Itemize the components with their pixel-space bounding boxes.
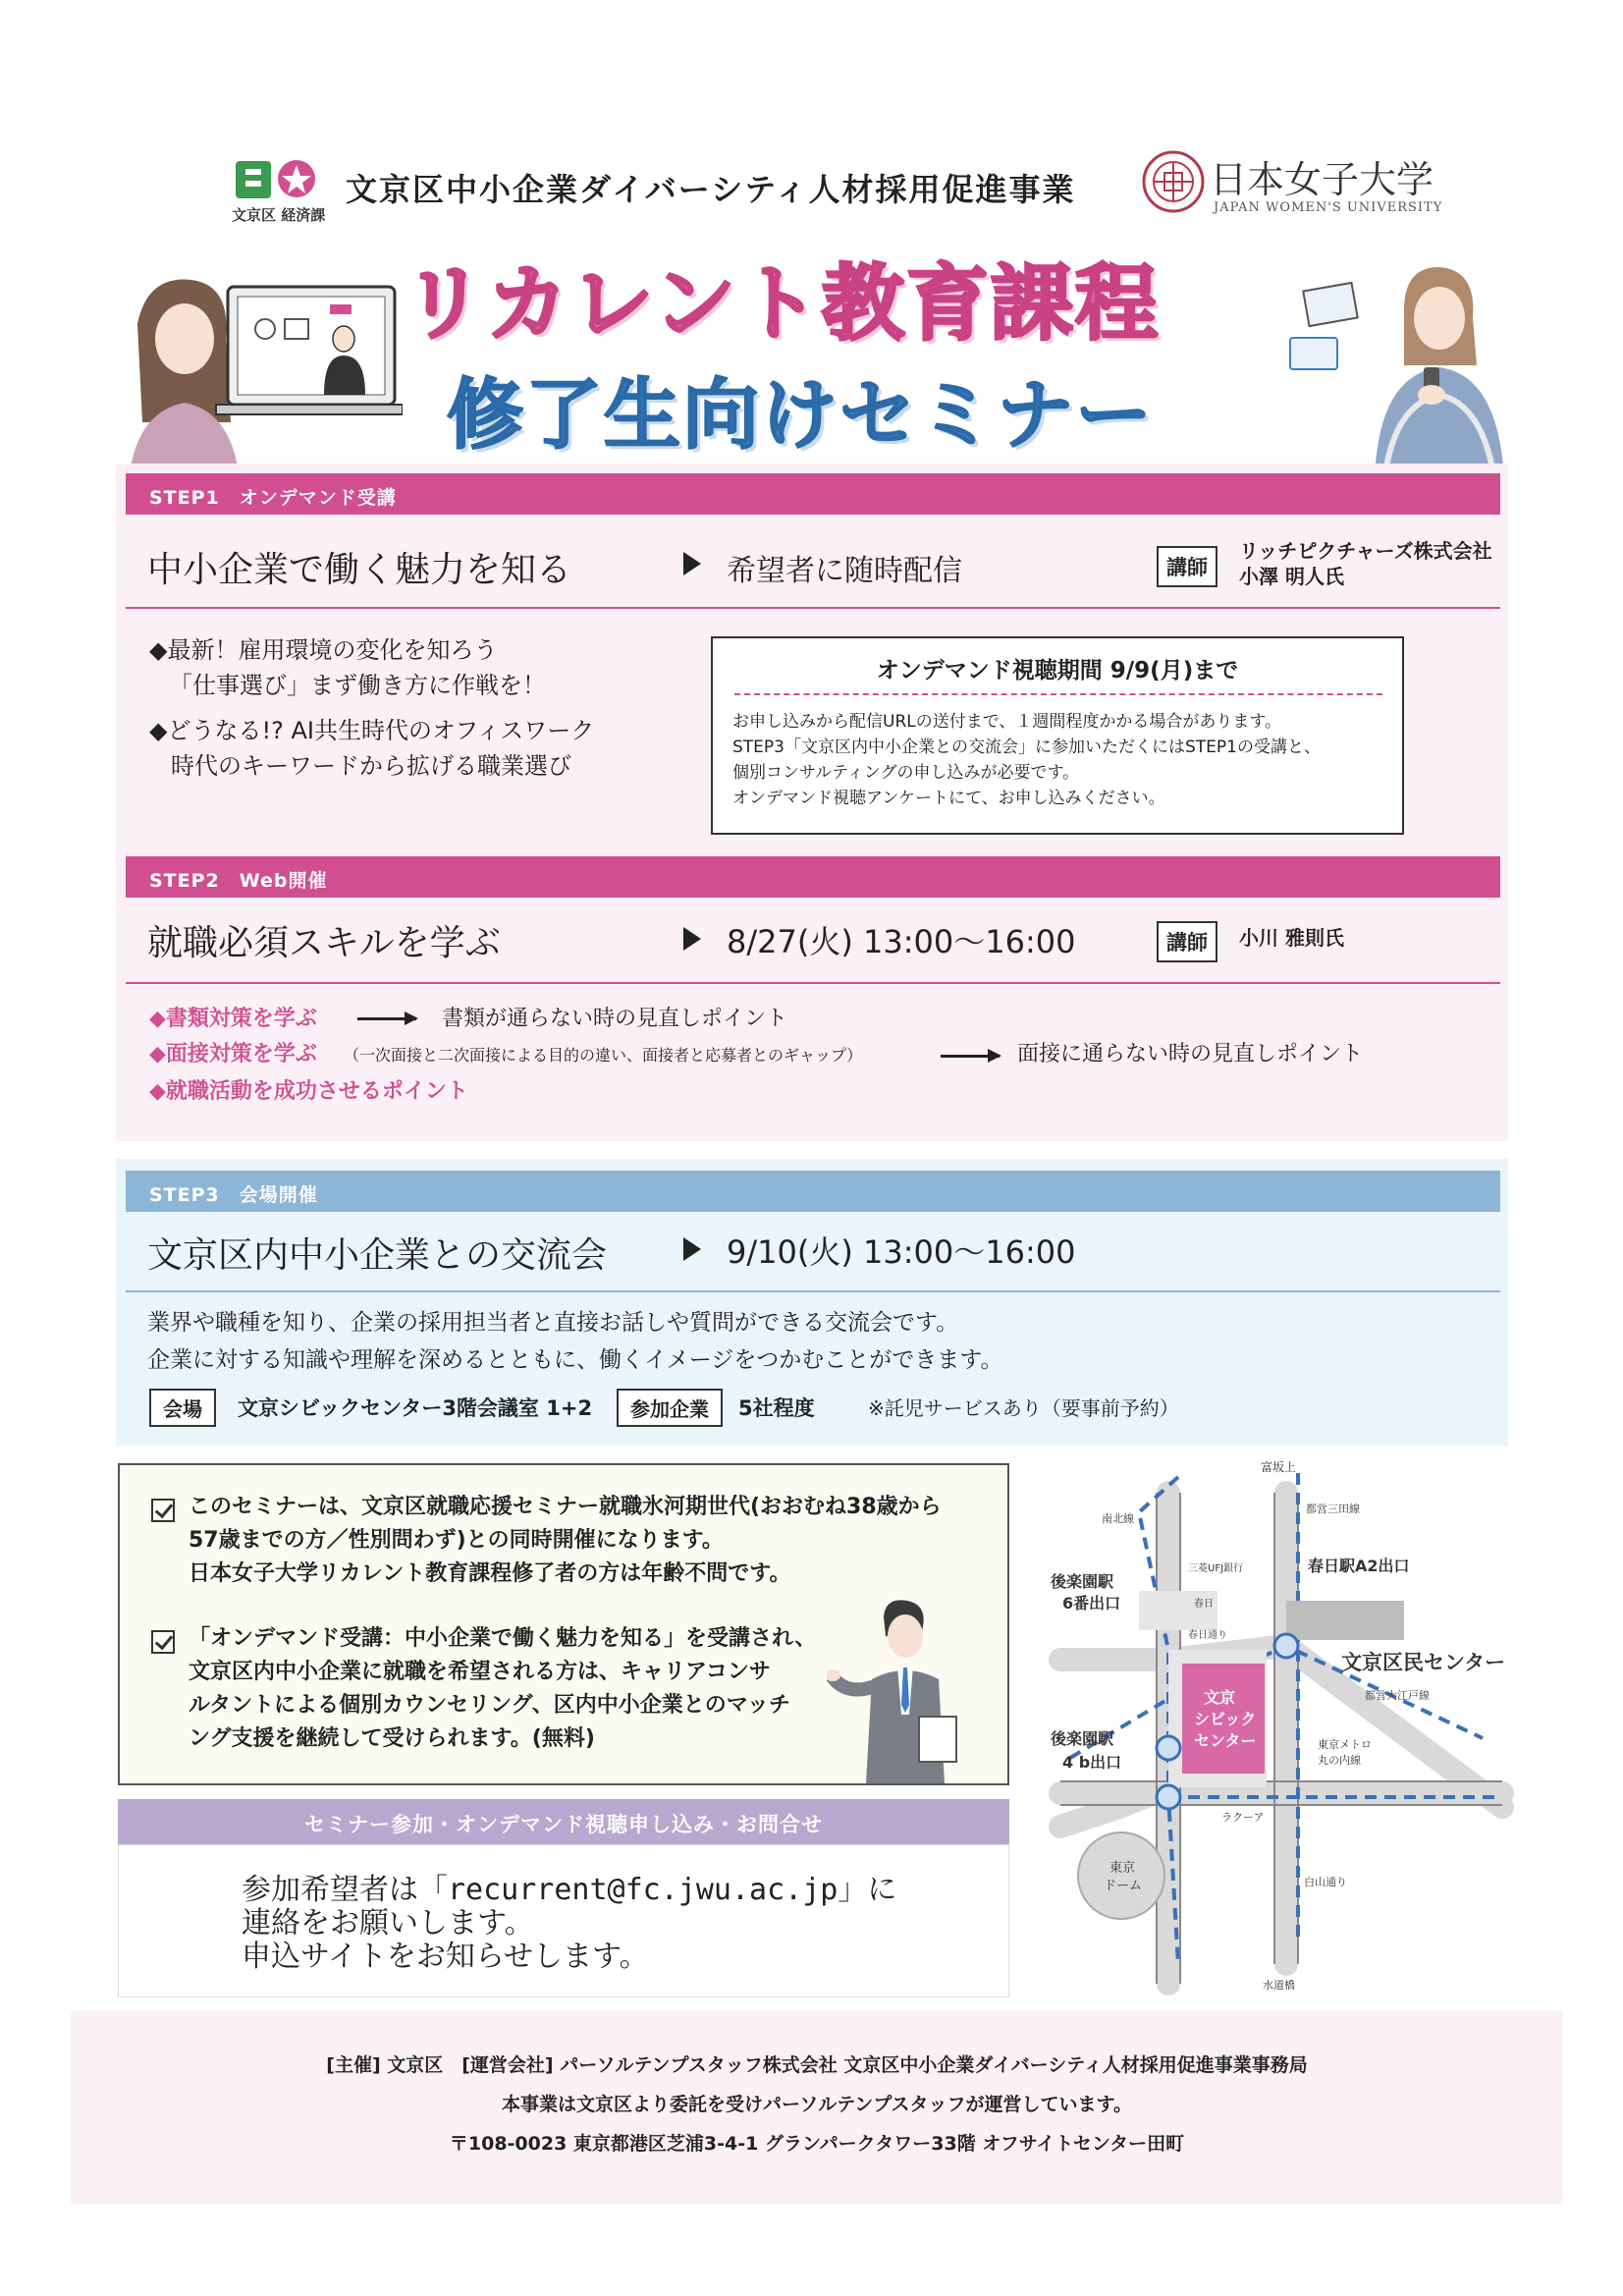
map-label-dome-2: ドーム <box>1104 1879 1143 1893</box>
note-2 <box>189 1622 816 1756</box>
step2-item-3: ◆就職活動を成功させるポイント <box>149 1079 468 1104</box>
step2-item-2-note: （一次面接と二次面接による目的の違い、面接者と応募者とのギャップ） <box>344 1046 863 1065</box>
map-label-marunouchi-2: 丸の内線 <box>1318 1754 1361 1767</box>
sub-title: 修了生向けセミナー <box>447 371 1155 460</box>
notice-line-2: STEP3「文京区内中小企業との交流会」に参加いただくにはSTEP1の受講と、 <box>732 738 1321 757</box>
step1-bar: STEP1 オンデマンド受講 <box>126 473 1500 515</box>
map-label-bank: 春日 <box>1194 1599 1214 1610</box>
university-emblem <box>1139 147 1208 216</box>
step1-lecturer-company: リッチピクチャーズ株式会社 <box>1239 539 1492 563</box>
venue-label: 会場 <box>149 1389 216 1427</box>
step2-schedule: 8/27(火) 13:00〜16:00 <box>727 923 1076 960</box>
step3-title: 文京区内中小企業との交流会 <box>147 1235 608 1276</box>
map-label-dome-1: 東京 <box>1109 1861 1136 1876</box>
step2-bar: STEP2 Web開催 <box>126 856 1500 898</box>
map-label-mita: 都営三田線 <box>1306 1503 1360 1515</box>
step2-item-2: ◆面接対策を学ぶ <box>149 1042 317 1066</box>
step1-lecturer-name: 小澤 明人氏 <box>1239 565 1344 588</box>
notice-line-3: 個別コンサルティングの申し込みが必要です。 <box>732 763 1080 783</box>
footer-address: 〒108-0023 東京都港区芝浦3-4-1 グランパークタワー33階 オフサイトセンター田町 <box>449 2133 1185 2155</box>
note-2-line-3: ルタントによる個別カウンセリング、区内中小企業とのマッチ <box>189 1693 790 1718</box>
businessman-illustration <box>827 1597 964 1783</box>
bunkyo-ward-logo <box>232 155 340 226</box>
childcare-note: ※託児サービスあり（要事前予約） <box>868 1396 1179 1420</box>
checkbox-icon <box>151 1630 175 1654</box>
play-arrow-icon <box>683 1237 701 1261</box>
step3-bar: STEP3 会場開催 <box>126 1171 1500 1212</box>
footer-organizer: [主催] 文京区 [運営会社] パーソルテンプスタッフ株式会社 文京区中小企業ダイバーシティ人材採用促進事業事務局 <box>326 2054 1308 2076</box>
arrow-right-icon <box>357 1017 416 1020</box>
map-label-nanboku: 南北線 <box>1102 1512 1134 1525</box>
step1-title: 中小企業で働く魅力を知る <box>147 550 572 590</box>
contact-line-1[interactable]: 参加希望者は「recurrent@fc.jwu.ac.jp」に <box>242 1873 897 1907</box>
step2-item-2-result: 面接に通らない時の見直しポイント <box>1017 1042 1364 1066</box>
step1-lecturer-label: 講師 <box>1157 546 1217 587</box>
notice-line-1: お申し込みから配信URLの送付まで、１週間程度かかる場合があります。 <box>732 712 1282 732</box>
map-label-korakuen-4-exit: 4 b出口 <box>1062 1753 1122 1772</box>
on-demand-notice-box <box>711 636 1404 835</box>
footer <box>71 2011 1563 2204</box>
university-name: 日本女子大学 <box>1210 158 1434 201</box>
map-label-korakuen-4: 後楽園駅 <box>1051 1729 1114 1748</box>
map-label-korakuen-6: 後楽園駅 <box>1051 1572 1114 1591</box>
footer-operator-note: 本事業は文京区より委託を受けパーソルテンプスタッフが運営しています。 <box>501 2094 1132 2115</box>
woman-at-laptop-illustration <box>118 265 403 491</box>
main-title: リカレント教育課程 <box>403 255 1161 352</box>
bullet-2-line-1: ◆どうなる!? AI共生時代のオフィスワーク <box>149 717 595 744</box>
step3-desc-line-1: 業界や職種を知り、企業の採用担当者と直接お話しや質問ができる交流会です。 <box>147 1310 959 1336</box>
map-label-civic-2: シビック <box>1194 1710 1257 1728</box>
map-label-civic-1: 文京 <box>1204 1688 1236 1707</box>
step2-lecturer-name: 小川 雅則氏 <box>1239 926 1344 950</box>
step3-schedule: 9/10(火) 13:00〜16:00 <box>727 1233 1076 1271</box>
contact-line-2: 連絡をお願いします。 <box>242 1906 534 1941</box>
map-label-tomisaka: 富坂上 <box>1261 1460 1297 1474</box>
map-label-oedo: 都営大江戸線 <box>1365 1689 1430 1702</box>
step1-schedule: 希望者に随時配信 <box>727 554 962 588</box>
step1-lecturer <box>1239 538 1492 589</box>
step3-desc-line-2: 企業に対する知識や理解を深めるとともに、働くイメージをつかむことができます。 <box>147 1347 1003 1373</box>
step1-bullets <box>149 632 594 784</box>
map-label-kasuga-street: 春日通り <box>1188 1630 1227 1641</box>
play-arrow-icon <box>683 927 701 951</box>
companies-count: 5社程度 <box>738 1396 815 1420</box>
note-1-line-1: このセミナーは、文京区就職応援セミナー就職氷河期世代(おおむね38歳から <box>189 1495 942 1519</box>
map-label-kasuga-exit: 春日駅A2出口 <box>1308 1557 1410 1575</box>
note-2-line-2: 文京区内中小企業に就職を希望される方は、キャリアコンサ <box>189 1660 771 1684</box>
step2-title: 就職必須スキルを学ぶ <box>147 923 501 963</box>
bullet-1-line-1: ◆最新！雇用環境の変化を知ろう <box>149 636 498 664</box>
note-2-line-1: 「オンデマンド受講：中小企業で働く魅力を知る」を受講され、 <box>189 1626 817 1651</box>
step2-divider <box>126 982 1500 984</box>
contact-text <box>242 1874 896 1974</box>
map-label-marunouchi-1: 東京メトロ <box>1318 1738 1372 1751</box>
map-label-suidobashi: 水道橋 <box>1263 1979 1295 1992</box>
step2-item-1-result: 書類が通らない時の見直しポイント <box>442 1007 788 1031</box>
notice-heading: オンデマンド視聴期間 9/9(月)まで <box>876 658 1239 683</box>
map-label-korakuen-6-exit: 6番出口 <box>1062 1594 1121 1613</box>
note-1-line-3: 日本女子大学リカレント教育課程修了者の方は年齢不問です。 <box>189 1561 791 1586</box>
access-map <box>1041 1453 1522 2003</box>
play-arrow-icon <box>683 552 701 575</box>
notice-dashed-divider <box>734 693 1382 695</box>
step3-description <box>147 1304 1002 1379</box>
venue-name: 文京シビックセンター3階会議室 1+2 <box>238 1396 593 1420</box>
companies-label: 参加企業 <box>617 1389 723 1427</box>
notice-body <box>732 709 1321 811</box>
contact-bar: セミナー参加・オンデマンド視聴申し込み・お問合せ <box>118 1799 1009 1844</box>
arrow-right-icon <box>941 1055 1000 1058</box>
program-title: 文京区中小企業ダイバーシティ人材採用促進事業 <box>346 171 1076 208</box>
map-label-laqua: ラクーア <box>1221 1811 1265 1824</box>
map-label-kumin-center: 文京区民センター <box>1341 1651 1506 1674</box>
checkbox-icon <box>151 1499 175 1522</box>
map-label-civic-3: センター <box>1194 1731 1257 1750</box>
contact-line-3: 申込サイトをお知らせします。 <box>242 1940 649 1974</box>
bullet-1-line-2: 「仕事選び」まず働き方に作戦を！ <box>169 672 546 699</box>
org-logo-text: 文京区 経済課 <box>232 206 326 224</box>
notice-line-4: オンデマンド視聴アンケートにて、お申し込みください。 <box>732 789 1165 808</box>
step3-divider <box>126 1290 1500 1292</box>
step1-divider <box>126 607 1500 609</box>
step2-item-1: ◆書類対策を学ぶ <box>149 1007 317 1031</box>
note-1-line-2: 57歳までの方／性別問わず)との同時開催になります。 <box>189 1528 724 1553</box>
note-2-line-4: ング支援を継続して受けられます。(無料) <box>189 1726 595 1751</box>
note-1 <box>189 1491 942 1591</box>
woman-with-phone-illustration <box>1276 257 1512 479</box>
university-name-en: JAPAN WOMEN'S UNIVERSITY <box>1214 200 1443 215</box>
step2-lecturer-label: 講師 <box>1157 921 1217 962</box>
bullet-2-line-2: 時代のキーワードから拡げる職業選び <box>171 752 571 780</box>
map-label-hakusan: 白山通り <box>1304 1876 1347 1888</box>
map-label-ufj: 三菱UFJ銀行 <box>1188 1563 1244 1574</box>
